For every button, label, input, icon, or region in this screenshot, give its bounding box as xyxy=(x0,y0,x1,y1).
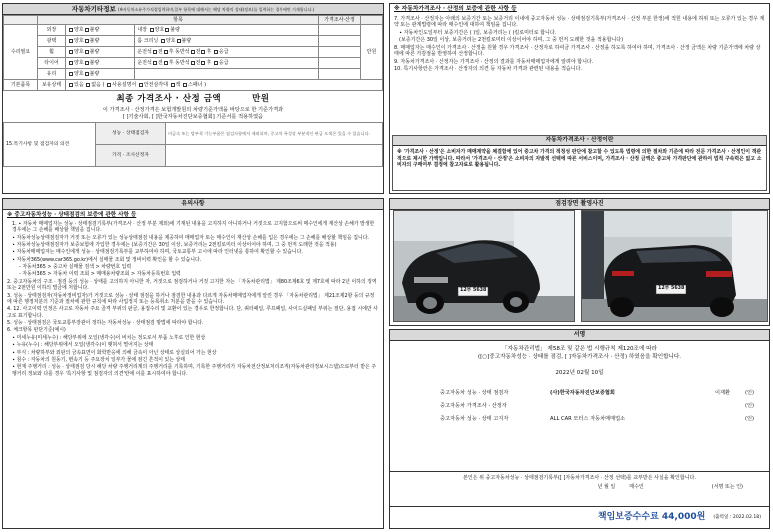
notice-p4: ∙ 자동차매매업자는 매수인에게 성능 · 상태점검기록부를 교부하여야 하며, 국토교통부 고시에 따라 인터넷을 통하여 확인할 수 있습니다. xyxy=(12,249,303,256)
notice-d2: - 자동차365 > 자동차 이력 조회 > 매매용차량조회 > 자동차등록번호 입력 xyxy=(19,271,181,278)
opt-label: 불량 xyxy=(89,71,100,78)
sign-line2: ([○]중고자동차성능 · 상태를 점검, [ ]자동차가격조사 · 산정) 하였음을 확인합니다. xyxy=(477,354,682,361)
opt-label: 양호 xyxy=(74,27,84,34)
price-subtitle: ※ 자동차가격조사 · 산정의 보증에 관한 사항 등 xyxy=(394,6,517,12)
opt-label: 후 xyxy=(206,60,212,67)
signer-sign[interactable]: 이재환 xyxy=(714,389,730,396)
signer-list xyxy=(440,386,759,425)
fee-footer xyxy=(390,506,769,528)
notice-p10: 6. 체크항목 판단기준(예시) xyxy=(7,327,66,334)
signer-label: 중고자동차 가격조사 · 산정자 xyxy=(440,402,507,409)
opt-label: 후 xyxy=(168,60,174,67)
opt-label: 전 xyxy=(195,49,201,56)
signer-row xyxy=(440,399,759,412)
checkbox[interactable] xyxy=(85,61,89,65)
notice-subtitle: ※ 중고자동차성능 · 상태점검의 보증에 관한 사항 등 xyxy=(7,211,137,218)
signer-label: 중고자동차 성능 · 상태 고지자 xyxy=(440,415,509,422)
price-p7b: (보증기간은 30일 이상, 보증거리는 2천킬로미터 이상이어야 하며, 그 중 먼저 도래한 것을 적용합니다) xyxy=(399,37,624,44)
opt-label: 잭 xyxy=(175,82,181,89)
appraiser-label: 가격 · 조사산정자 xyxy=(96,145,166,167)
appraisal-info-text: ※ '가격조사 · 산정'은 소비자가 매매계약을 체결함에 있어 중고차 가격의 적정성 판단에 참고할 수 있도록 법령에 의한 절차와 기준에 따라 전문 가격조사 · 산정인이 객관적으로 제시한 가액입니다. 따라서 '가격조사 · 산정'은 소비자의 자발적 선택에 따른 서비스이며, 가격조사 · 산정 금액은 중고차 가격판단에 관하여 법적 구속력은 없고 소비자의 구매여부 결정에 참고자료로 활용됩니다. xyxy=(397,149,762,169)
checkbox[interactable] xyxy=(153,61,157,65)
checkbox[interactable] xyxy=(214,61,218,65)
opt-label: 후 xyxy=(206,49,212,56)
signer-seal: (인) xyxy=(744,389,754,396)
basic-hold: 보유상태 xyxy=(38,80,66,91)
photo-row xyxy=(393,210,766,322)
photo-header: 점검장면 촬영사진 xyxy=(390,199,769,210)
checkbox[interactable] xyxy=(85,72,89,76)
opt-label: 불량 xyxy=(89,49,100,56)
appraisal-info-box xyxy=(392,135,767,191)
notice-c3: ∙ 부식 : 차량하부와 외판의 금속표면이 화학반응에 의해 금속이 아닌 상태로 상실되어 가는 현상 xyxy=(12,349,217,356)
checkbox[interactable] xyxy=(69,28,73,32)
receipt-block xyxy=(390,471,769,494)
price-guarantee-body xyxy=(390,4,769,76)
opt-label: 안전삼각대 xyxy=(143,82,168,89)
opt-label: 사용설명서 xyxy=(112,82,137,89)
notice-p9: 5. 성능 · 상태점검은 국토교통부장관이 정하는 자동차성능 · 상태점검 방법에 따라야 합니다. xyxy=(7,320,204,327)
final-title: 최종 가격조사 · 산정 금액 xyxy=(116,94,222,105)
opt-label: 후 xyxy=(168,49,174,56)
notice-c1: ∙ 미세누유(미세누수) : 해당부위에 오일(냉각수)이 비치는 정도로서 부품 노후로 인한 현상 xyxy=(12,334,206,341)
checkbox[interactable] xyxy=(214,50,218,54)
signer-seal: (인) xyxy=(744,402,754,409)
notice-p7: 3. 성능 · 상태점검자(자동차정비업자)가 거짓으로 성능 · 상태 점검을 하거나 점검한 내용과 다르게 자동차매매업자에게 알린 경우 「자동차관리법」 제21조제2항 등의 규정에 따른 행정처분의 기준과 절차에 관한 규칙에 따라 사업정지 또는 등록취소 처분을 받을 수 있습니다. xyxy=(7,292,375,305)
opt-label: 양호 xyxy=(74,60,84,67)
car-front-image xyxy=(394,211,575,322)
checkbox[interactable] xyxy=(69,72,73,76)
price-p8: 8. 매매업자는 매수인이 가격조사 · 산정을 원할 경우 가격조사 · 산정자로 하여금 가격조사 · 산정을 하도록 하여야 하며, 가격조사 · 산정 금액은 차량 기준가액에 차량 상태에 따른 가감점을 반영하여 산정합니다. xyxy=(394,44,761,58)
opt-label: 불량 xyxy=(89,27,100,34)
inspector-label: 성능 · 상태점검자 xyxy=(96,123,166,145)
checkbox[interactable] xyxy=(191,61,195,65)
checkbox[interactable] xyxy=(161,39,165,43)
opt-label: 양호 xyxy=(165,38,176,45)
price-p7: 7. 가격조사 · 산정자는 아래의 보증기간 또는 보증거리 이내에 중고자동차 성능 · 상태점검기록부(가격조사 · 산정 부분 한정)에 적힌 내용에 허위 또는 오류가 있는 경우 계약 또는 관계법령에 따라 매수인에 대하여 책임을 집니다. xyxy=(394,15,765,29)
opt-label: 불량 xyxy=(89,38,100,45)
notice-body xyxy=(3,210,383,381)
checkbox[interactable] xyxy=(139,83,143,87)
notice-p3: ∙ 자동차성능상태점검자가 보증보험에 가입한 경우에는 (보증기간은 30일 이상, 보증거리는 2천킬로미터 이상이어야 하며, 그 중 먼저 도래한 것을 적용) xyxy=(12,241,337,248)
notice-p1: 1. ∙ 자동차 매매업자는 성능 · 상태점검기록부(가격조사 · 산정 부분 제외)에 기재된 내용을 고지하지 아니하거나 거짓으로 고지함으로써 매수인에게 재산상 손해가 발생한 경우에는 그 손해를 배상할 책임을 집니다. xyxy=(12,220,375,234)
opt-label: 불량 xyxy=(89,60,100,67)
plate-rear: 12부 5638 xyxy=(658,286,685,291)
receipt-text: 본인은 위 중고자동차성능 · 상태점검기록부([ ]자동차가격조사 · 산정 선택)를 교부받은 사실을 확인합니다. xyxy=(463,475,696,481)
signer-name: (사)한국자동차진단보증협회 xyxy=(550,389,615,396)
opt-label: 있음 xyxy=(74,82,84,89)
final-unit: 만원 xyxy=(252,94,270,105)
checkbox[interactable] xyxy=(85,50,89,54)
price-p7a: ∙ 자동차인도일부터 보증기간은 ( )일, 보증거리는 ( )킬로미터로 합니다. xyxy=(399,29,557,36)
sign-date: 2022년 02월 10일 xyxy=(555,370,604,377)
checkbox[interactable] xyxy=(69,83,73,87)
notice-c2: ∙ 누유(누수) : 해당부위에서 오일(냉각수)이 맺혀서 떨어지는 상태 xyxy=(12,342,154,349)
checkbox[interactable] xyxy=(164,50,168,54)
notice-p8: 4. 12. 사고이력 인정은 사고로 자동차 주요 골격 부위의 판금, 용접수리 및 교환이 있는 경우로 한정합니다. 단, 쿼터패널, 루프패널, 사이드실패널 부위는 절단, 용접 시에만 사고로 표기합니다. xyxy=(7,306,378,319)
plate-front: 12부 5638 xyxy=(460,288,487,293)
vehicle-other-info-panel xyxy=(2,3,384,194)
notice-c4: ∙ 침수 : 자동차의 원동기, 변속기 등 주요장치 일부가 물에 잠긴 흔적이 있는 상태 xyxy=(12,356,185,363)
special-label: 15.특기사항 및 점검자의 의견 xyxy=(4,123,96,167)
opt-label: 양호 xyxy=(74,38,84,45)
sub-label: 운전석 xyxy=(137,60,152,67)
sub-label: 동반석 xyxy=(175,60,190,67)
row-name: 휠 xyxy=(38,47,66,58)
signer-row xyxy=(440,386,759,399)
opt-label: 없음 xyxy=(91,82,101,89)
fee-amount: 책임보증수수료 44,000원 xyxy=(597,511,706,522)
signer-row xyxy=(440,412,759,425)
car-photo-front xyxy=(393,210,575,322)
checkbox[interactable] xyxy=(85,39,89,43)
checkbox[interactable] xyxy=(150,28,154,32)
row-name: 유리 xyxy=(38,69,66,80)
price-guarantee-panel xyxy=(389,3,770,194)
notice-p5: ∙ 자동차365(www.car365.go.kr)에서 실매물 조회 및 정비이력 확인을 할 수 있습니다. xyxy=(12,256,202,263)
opt-label: 불량 xyxy=(170,27,180,34)
signature-panel xyxy=(389,329,770,529)
receipt-buyer: 매수인 xyxy=(629,484,644,491)
other-info-header xyxy=(3,4,383,15)
opt-label: 양호 xyxy=(74,71,84,78)
row-name: 광택 xyxy=(38,36,66,47)
col-result: 가격조사·산정 xyxy=(319,16,361,25)
notice-d1: - 자동차365 > 중고차 실매물 검색 > 차량번호 입력 xyxy=(19,264,132,271)
checkbox[interactable] xyxy=(177,39,181,43)
checkbox[interactable] xyxy=(201,50,205,54)
checkbox[interactable] xyxy=(85,28,89,32)
opt-label: 전 xyxy=(157,60,163,67)
opt-label: 응급 xyxy=(218,60,229,67)
sub-label: 운전석 xyxy=(137,49,152,56)
opt-label: 불량 xyxy=(181,38,192,45)
special-table xyxy=(3,122,383,167)
notice-p2: ∙ 자동차성능상태점검자가 거짓 또는 오류가 있는 성능상태점검 내용을 제공하여 매매업자 또는 매수인이 재산상 손해를 입은 경우에는 그 손해를 배상할 책임을 집니다. xyxy=(12,234,369,241)
other-info-note: (※자동차소유주가직접입력하며,일부 항목에 대해서는 해당 차량의 상태(정보)를 입력하는 경우에만 기재합니다.) xyxy=(118,7,315,12)
final-line2: [ ]기술사회, [ ]한국자동차진단보증협회] 기준서를 적용하였음 xyxy=(122,113,264,120)
checkbox[interactable] xyxy=(191,50,195,54)
car-photo-rear xyxy=(581,210,768,322)
notice-p11: ∙ 현재 주행거리 : 성능 · 상태점검 당시 해당 차량 주행거리계의 주행거리를 기록하며, 기록한 주행거리가 자동차전산정보처리조직(자동차관리정보시스템)으로부터 받은 주행거리 정보와 다를 경우 '특기사항 및 점검자의 의견'란에 이를 표시하여야 합니다. xyxy=(12,364,377,377)
inspector-opinion: 비금속 또는 탈부착 가능부품은 점검사항에서 제외되며, 중고차 특성상 부분적인 판금 도색은 있을 수 있습니다. xyxy=(166,123,383,145)
checkbox[interactable] xyxy=(69,39,73,43)
notice-header: 유의사항 xyxy=(3,199,383,210)
row-name2: 내장 xyxy=(137,27,148,34)
row-name: 타이어 xyxy=(38,58,66,69)
signer-seal: (인) xyxy=(744,415,754,422)
opt-label: 전 xyxy=(195,60,201,67)
basic-label: 기본품목 xyxy=(4,80,38,91)
sign-line1: 「자동차관리법」 제58조 및 같은 법 시행규칙 제120조에 따라 xyxy=(502,345,657,352)
other-info-title: 자동차기타정보 xyxy=(71,5,116,13)
row-name: 외장 xyxy=(38,25,66,36)
checkbox[interactable] xyxy=(69,50,73,54)
opt-label: 전 xyxy=(157,49,163,56)
notice-p6: 2. 중고자동차의 구조 · 점검 등의 성능 · 상태를 고의하지 아니한 자, 거짓으로 점검하거나 거짓 고지한 자는 「자동차관리법」 제80조제6호 및 제7호에 따라 2년 이하의 징역 또는 2천만원 이하의 벌금에 처합니다. xyxy=(7,278,377,292)
receipt-sign: (서명 또는 인) xyxy=(711,484,743,491)
opt-label: 양호 xyxy=(154,27,165,34)
opt-label: 스패너 xyxy=(188,82,203,89)
opt-label: 양호 xyxy=(74,49,84,56)
signer-label: 중고자동차 성능 · 상태 점검자 xyxy=(440,389,509,396)
repair-label: 수리필요 xyxy=(4,25,38,80)
receipt-sign-row xyxy=(396,484,763,490)
inspection-photo-panel xyxy=(389,198,770,326)
notice-panel xyxy=(2,198,384,529)
col-item: 항목 xyxy=(38,16,319,25)
signer-name: ALL CAR 모터스 자동차매매업소 xyxy=(550,415,626,422)
receipt-date: 년 월 일 xyxy=(597,484,616,491)
unit-man: 만원 xyxy=(361,25,383,80)
final-line1: 이 가격조사 · 산정가격은 보험개발원의 차량기준가액을 바탕으로 한 기준가격과 xyxy=(102,107,284,113)
print-date: (출력일 : 2022.02.18) xyxy=(713,514,761,520)
checkbox[interactable] xyxy=(164,61,168,65)
checkbox[interactable] xyxy=(165,28,169,32)
checkbox[interactable] xyxy=(171,83,175,87)
price-p9: 9. 자동차가격조사 · 산정자는 가격조사 · 산정의 결과를 자동차매매업자에게 알려야 합니다. xyxy=(394,58,594,65)
receipt-sign-space[interactable] xyxy=(658,484,698,490)
checkbox[interactable] xyxy=(69,61,73,65)
checkbox[interactable] xyxy=(86,83,90,87)
checkbox[interactable] xyxy=(107,83,111,87)
checkbox[interactable] xyxy=(201,61,205,65)
final-price-block xyxy=(3,91,383,122)
car-rear-image xyxy=(582,211,768,322)
price-p10: 10. 특기사항란은 가격조사 · 산정자의 의견 등 자동차 가격과 관련된 내용을 적습니다. xyxy=(394,66,583,73)
sub-label: 동반석 xyxy=(175,49,190,56)
signature-header: 서명 xyxy=(390,330,769,341)
appraisal-info-title: 자동차가격조사 · 산정이란 xyxy=(393,136,766,146)
opt-label: 응급 xyxy=(218,49,229,56)
checkbox[interactable] xyxy=(183,83,187,87)
row-name2: 룸 크리닝 xyxy=(137,38,159,45)
repair-table: 항목 가격조사·산정 수리필요 외장 양호 불량 내장 양호 불량 만원 광택 양호 불량 룸 크리닝 양호 불량 휠 양호 불량 운전석 전 후 동반석 전 후 응급 타이어 양호 불량 운전석 전 후 동반석 전 후 응급 유리 양호 불량 기본품목 보유상태 있음 없음 ( 사용설명서 안전삼각대 잭 스패너 ) xyxy=(3,15,383,91)
checkbox[interactable] xyxy=(153,50,157,54)
